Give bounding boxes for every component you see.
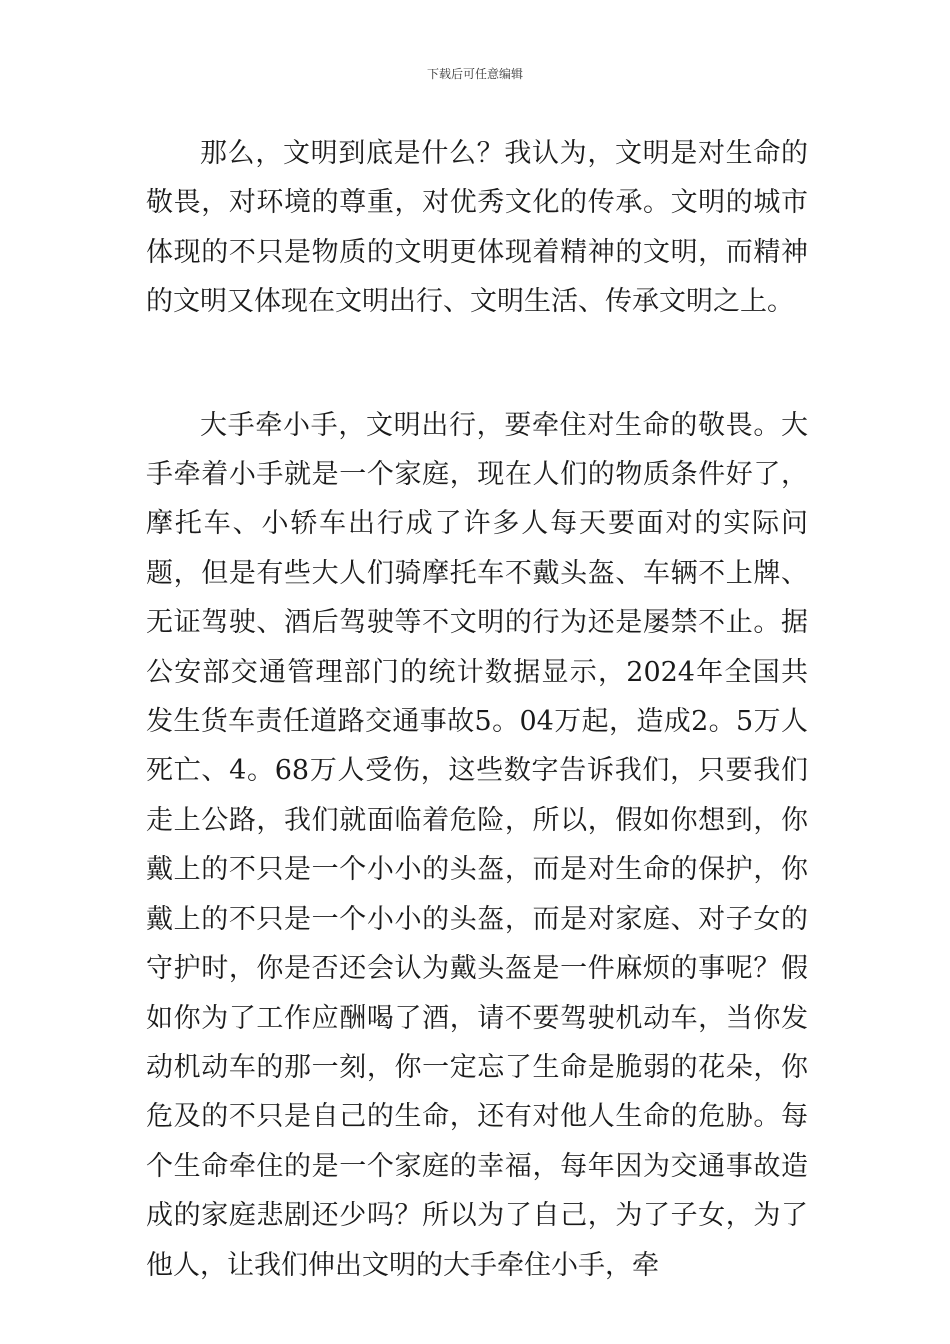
paragraph-spacer bbox=[146, 327, 808, 401]
page-header-note: 下载后可任意编辑 bbox=[426, 67, 523, 81]
document-body bbox=[146, 129, 808, 1290]
paragraph-1: 那么，文明到底是什么？我认为，文明是对生命的敬畏，对环境的尊重，对优秀文化的传承。文明的城市体现的不只是物质的文明更体现着精神的文明，而精神的文明又体现在文明出行、文明生活、传承文明之上。 bbox=[146, 138, 808, 318]
paragraph-2: 大手牵小手，文明出行，要牵住对生命的敬畏。大手牵着小手就是一个家庭，现在人们的物质条件好了，摩托车、小轿车出行成了许多人每天要面对的实际问题，但是有些大人们骑摩托车不戴头盔、车辆不上牌、无证驾驶、酒后驾驶等不文明的行为还是屡禁不止。据公安部交通管理部门的统计数据显示，2024年全国共发生货车责任道路交通事故5。04万起，造成2。5万人死亡、4。68万人受伤，这些数字告诉我们，只要我们走上公路，我们就面临着危险，所以，假如你想到，你戴上的不只是一个小小的头盔，而是对生命的保护，你戴上的不只是一个小小的头盔，而是对家庭、对子女的守护时，你是否还会认为戴头盔是一件麻烦的事呢？假如你为了工作应酬喝了酒，请不要驾驶机动车，当你发动机动车的那一刻，你一定忘了生命是脆弱的花朵，你危及的不只是自己的生命，还有对他人生命的危胁。每个生命牵住的是一个家庭的幸福，每年因为交通事故造成的家庭悲剧还少吗？所以为了自己，为了子女，为了他人，让我们伸出文明的大手牵住小手，牵 bbox=[146, 409, 808, 1281]
